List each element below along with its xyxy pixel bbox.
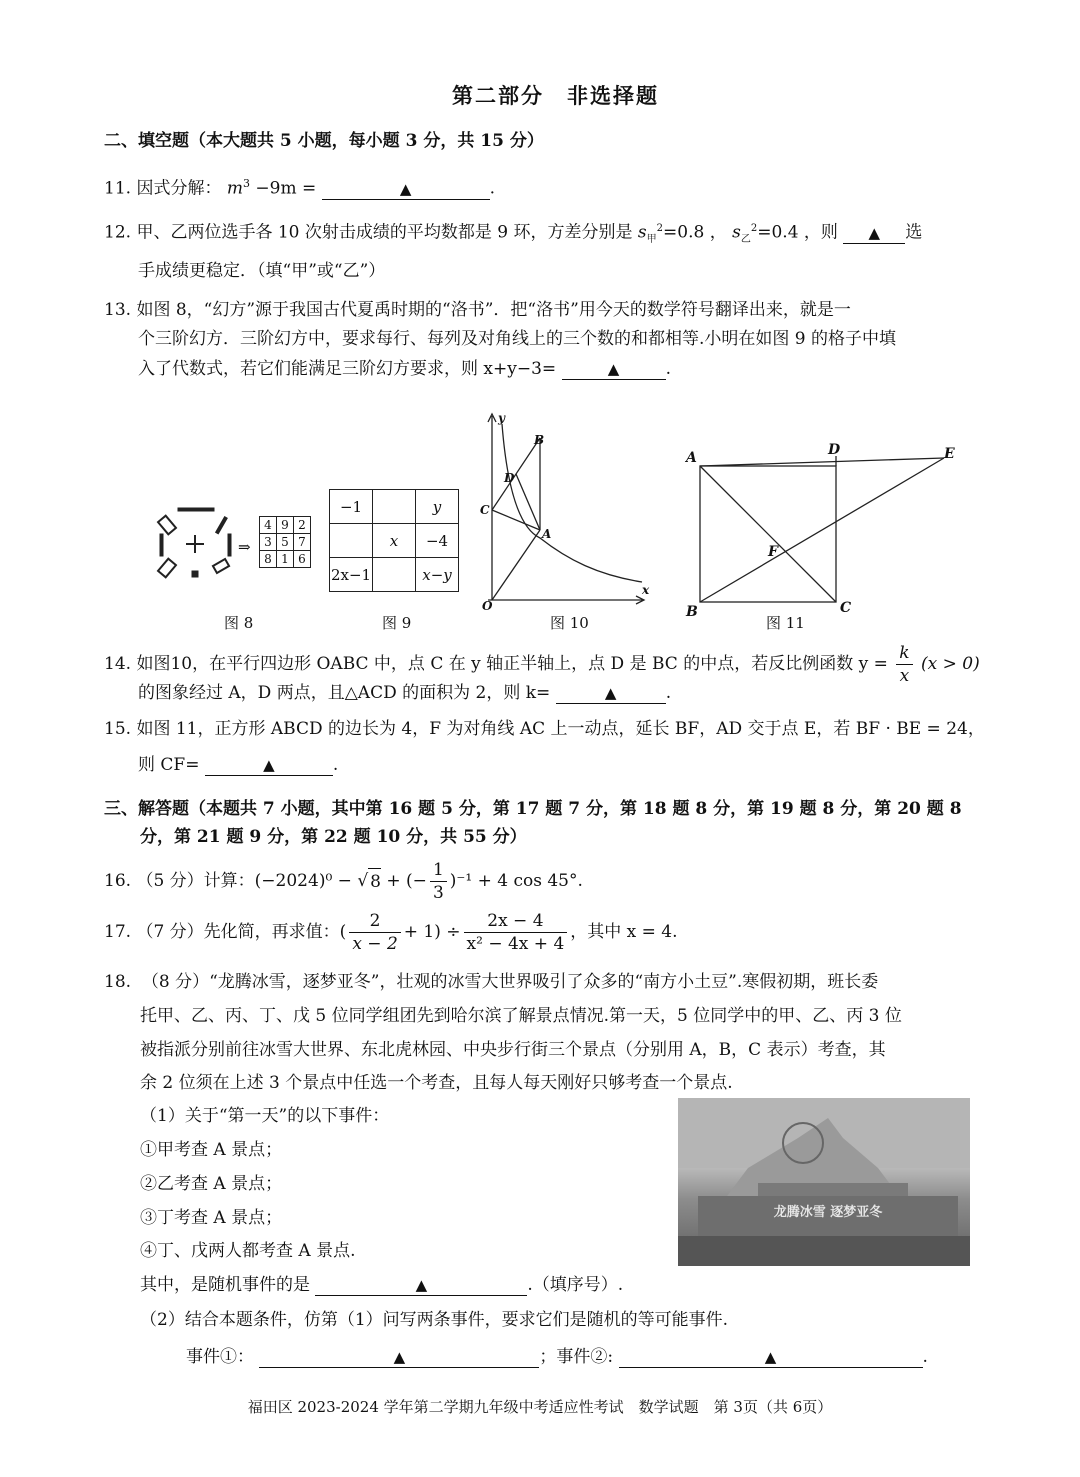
figure-8-luoshu xyxy=(156,504,236,584)
question-number: 16. xyxy=(104,871,132,891)
grid-cell: x−y xyxy=(416,558,459,592)
answer-marker: ▲ xyxy=(393,1348,406,1366)
label-y: y xyxy=(498,411,505,425)
fraction xyxy=(430,859,447,904)
ice-snow-world-photo xyxy=(678,1098,970,1266)
answer-marker: ▲ xyxy=(604,684,617,702)
fraction-numerator: 2 xyxy=(349,910,400,933)
figure-9-caption: 图 9 xyxy=(382,614,412,632)
question-18-line2: 托甲、乙、丙、丁、戊 5 位同学组团先到哈尔滨了解景点情况.第一天，5 位同学中的甲、乙、丙 3 位 xyxy=(140,1006,902,1026)
event-1: ①甲考查 A 景点； xyxy=(140,1140,283,1160)
question-text: 因式分解： xyxy=(136,178,222,199)
question-number: 14. xyxy=(104,654,132,674)
magic-cell: 2 xyxy=(294,517,311,534)
fraction xyxy=(464,910,568,955)
question-text: ，其中 x = 4. xyxy=(570,922,678,942)
label-a: A xyxy=(542,527,552,541)
question-18-line3: 被指派分别前往冰雪大世界、东北虎林园、中央步行街三个景点（分别用 A，B，C 表示）考查，其 xyxy=(140,1040,886,1060)
question-number: 11. xyxy=(104,178,132,199)
period: . xyxy=(665,359,671,379)
period: . xyxy=(332,755,339,775)
photo-illustration xyxy=(678,1098,970,1266)
section3-heading-line2: 分，第 21 题 9 分，第 22 题 10 分，共 55 分） xyxy=(140,827,527,847)
math-expr: )⁻¹ + 4 cos 45°. xyxy=(449,871,583,891)
question-text: 甲、乙两位选手各 10 次射击成绩的平均数都是 9 环，方差分别是 xyxy=(136,222,633,243)
figure-9-grid xyxy=(329,489,459,592)
fraction-denominator: x² − 4x + 4 xyxy=(466,933,565,954)
magic-cell: 3 xyxy=(260,534,277,551)
label-b: B xyxy=(534,433,545,447)
question-15 xyxy=(104,716,985,742)
question-text: 入了代数式，若它们能满足三阶幻方要求，则 x+y−3= xyxy=(138,359,557,379)
label-a: A xyxy=(686,450,697,466)
fraction-denominator: x xyxy=(899,666,910,686)
question-number: 17. xyxy=(104,922,132,942)
question-18-part2: （2）结合本题条件，仿第（1）问写两条事件，要求它们是随机的等可能事件. xyxy=(140,1310,729,1330)
question-text: （7 分）先化简，再求值：( xyxy=(136,922,347,942)
answer-marker: ▲ xyxy=(607,360,620,378)
grid-9-table xyxy=(329,489,459,592)
photo-banner-text: 龙腾冰雪 逐梦亚冬 xyxy=(773,1205,883,1220)
label-d: D xyxy=(504,471,515,485)
section3-heading: 三、解答题（本题共 7 小题，其中第 16 题 5 分，第 17 题 7 分，第 18 题 8 分，第 19 题 8 分，第 20 题 8 xyxy=(104,799,962,819)
question-text: （5 分）计算：(−2024)⁰ − xyxy=(136,871,352,891)
question-text: 的图象经过 A，D 两点，且△ACD 的面积为 2，则 k= xyxy=(138,683,551,703)
math-expr: =0.8 ， xyxy=(663,222,727,243)
question-18-part1: （1）关于“第一天”的以下事件： xyxy=(140,1106,390,1126)
question-number: 12. xyxy=(104,222,132,243)
label-b: B xyxy=(686,604,698,620)
answer-blank[interactable] xyxy=(562,359,666,380)
implies-arrow-icon: ⇒ xyxy=(238,538,251,556)
label-o: O xyxy=(482,599,493,613)
question-12-line2: 手成绩更稳定．（填“甲”或“乙”） xyxy=(138,261,386,281)
fraction-denominator: 3 xyxy=(432,882,444,903)
answer-marker: ▲ xyxy=(399,179,412,198)
answer-blank-event-2[interactable] xyxy=(619,1347,923,1368)
answer-blank-event-1[interactable] xyxy=(259,1347,539,1368)
sqrt-radicand: 8 xyxy=(368,868,381,895)
answer-blank[interactable] xyxy=(556,683,666,704)
question-number: 13. xyxy=(104,300,132,320)
answer-marker: ▲ xyxy=(415,1276,428,1294)
event-2: ②乙考查 A 景点； xyxy=(140,1174,283,1194)
grid-cell xyxy=(373,558,416,592)
grid-cell: 2x−1 xyxy=(330,558,373,592)
question-text: （8 分）“龙腾冰雪，逐梦亚冬”，壮观的冰雪大世界吸引了众多的“南方小土豆”.寒假初期，班长委 xyxy=(141,972,879,992)
math-condition: (x > 0) xyxy=(921,654,980,674)
question-15-line2 xyxy=(138,752,338,778)
label-d: D xyxy=(828,442,841,458)
figure-10-diagram xyxy=(478,410,658,615)
grid-cell: y xyxy=(416,490,459,524)
grid-cell xyxy=(373,490,416,524)
label-f: F xyxy=(768,544,778,560)
figure-11-caption: 图 11 xyxy=(766,614,805,632)
event-4: ④丁、戊两人都考查 A 景点. xyxy=(140,1241,356,1261)
figure-10-caption: 图 10 xyxy=(550,614,589,632)
answer-blank[interactable] xyxy=(322,179,490,200)
event-label: 事件①： xyxy=(186,1347,254,1367)
section2-heading: 二、填空题（本大题共 5 小题，每小题 3 分，共 15 分） xyxy=(104,131,544,151)
math-expr: + (− xyxy=(386,871,427,891)
event-label: ；事件②: xyxy=(539,1347,614,1367)
period: . xyxy=(489,178,496,199)
figure-11 xyxy=(682,438,962,620)
math-var: m xyxy=(226,178,243,199)
question-text: .（填序号）. xyxy=(527,1275,624,1295)
label-c: C xyxy=(840,600,852,616)
figure-10 xyxy=(478,410,658,615)
answer-blank[interactable] xyxy=(205,755,333,776)
math-expr: −9m = xyxy=(255,178,317,199)
grid-cell: x xyxy=(373,524,416,558)
period: . xyxy=(922,1347,928,1367)
question-number: 15. xyxy=(104,719,132,739)
grid-cell xyxy=(330,524,373,558)
grid-cell: −4 xyxy=(416,524,459,558)
question-14-line2 xyxy=(138,680,671,706)
fraction-denominator: x − 2 xyxy=(352,933,398,954)
math-expr: =0.4 ，则 xyxy=(757,222,838,243)
answer-marker: ▲ xyxy=(263,756,275,774)
question-18 xyxy=(104,969,878,995)
question-text: 其中，是随机事件的是 xyxy=(140,1275,310,1295)
magic-cell: 4 xyxy=(260,517,277,534)
question-text: 则 CF= xyxy=(138,755,200,775)
magic-cell: 7 xyxy=(294,534,311,551)
question-text: 如图 11，正方形 ABCD 的边长为 4，F 为对角线 AC 上一动点，延长 BF，AD 交于点 E，若 BF · BE = 24， xyxy=(136,719,985,739)
figure-8-caption: 图 8 xyxy=(224,614,254,632)
question-number: 18. xyxy=(104,972,132,992)
math-expr: + 1) ÷ xyxy=(403,922,461,942)
question-text: 选 xyxy=(905,222,923,243)
question-17 xyxy=(104,905,678,959)
question-16: 16. （5 分）计算：(−2024)⁰ − √ 8 + (− $\frac{1}{3}$ )⁻¹ + 4 cos 45°. xyxy=(104,859,583,903)
math-var: s xyxy=(732,222,741,243)
event-3: ③丁考查 A 景点； xyxy=(140,1208,283,1228)
label-x: x xyxy=(642,583,650,597)
period: . xyxy=(665,683,672,703)
events-line xyxy=(186,1344,928,1370)
question-13-line3 xyxy=(138,356,671,382)
subscript: 甲 xyxy=(646,234,657,246)
figure-11-diagram xyxy=(682,438,962,620)
question-12: 12. 甲、乙两位选手各 10 次射击成绩的平均数都是 9 环，方差分别是 $s_甲^2=0.8$ ， $s_乙^2=0.4$ ，则 ▲ 选 xyxy=(104,222,923,246)
label-e: E xyxy=(944,446,955,462)
luoshu-icon xyxy=(156,504,236,584)
fraction xyxy=(349,910,400,955)
question-13-line2: 个三阶幻方．三阶幻方中，要求每行、每列及对角线上的三个数的和都相等.小明在如图 9 的格子中填 xyxy=(138,329,897,349)
magic-square xyxy=(259,516,311,568)
question-11: 11. 因式分解： $m^3 -9m$ = ▲ . xyxy=(104,177,496,199)
answer-blank[interactable] xyxy=(843,223,905,244)
answer-blank[interactable] xyxy=(315,1275,527,1296)
question-text: 如图10，在平行四边形 OABC 中，点 C 在 y 轴正半轴上，点 D 是 BC 的中点，若反比例函数 y = xyxy=(136,654,888,674)
subscript: 乙 xyxy=(740,234,751,246)
magic-cell: 1 xyxy=(277,551,294,568)
question-13 xyxy=(104,297,851,323)
question-text: 如图 8，“幻方”源于我国古代夏禹时期的“洛书”．把“洛书”用今天的数学符号翻译出来，就是一 xyxy=(136,300,851,320)
math-var: s xyxy=(637,222,647,243)
magic-cell: 9 xyxy=(277,517,294,534)
fraction-numerator: k xyxy=(896,642,912,665)
question-18-line4: 余 2 位须在上述 3 个景点中任选一个考查，且每人每天刚好只够考查一个景点. xyxy=(140,1073,733,1093)
answer-marker: ▲ xyxy=(764,1348,777,1366)
magic-cell: 5 xyxy=(277,534,294,551)
fraction-numerator: 1 xyxy=(430,859,447,882)
fraction xyxy=(896,642,912,687)
magic-cell: 8 xyxy=(260,551,277,568)
magic-square-table xyxy=(259,516,311,568)
magic-cell: 6 xyxy=(294,551,311,568)
grid-cell: −1 xyxy=(330,490,373,524)
fraction-numerator: 2x − 4 xyxy=(464,910,568,933)
page-title: 第二部分 非选择题 xyxy=(452,83,659,108)
page-footer: 福田区 2023-2024 学年第二学期九年级中考适应性考试 数学试题 第 3页（共 6页） xyxy=(247,1398,833,1416)
random-events-line xyxy=(140,1272,623,1298)
answer-marker: ▲ xyxy=(868,223,881,242)
label-c: C xyxy=(480,503,490,517)
